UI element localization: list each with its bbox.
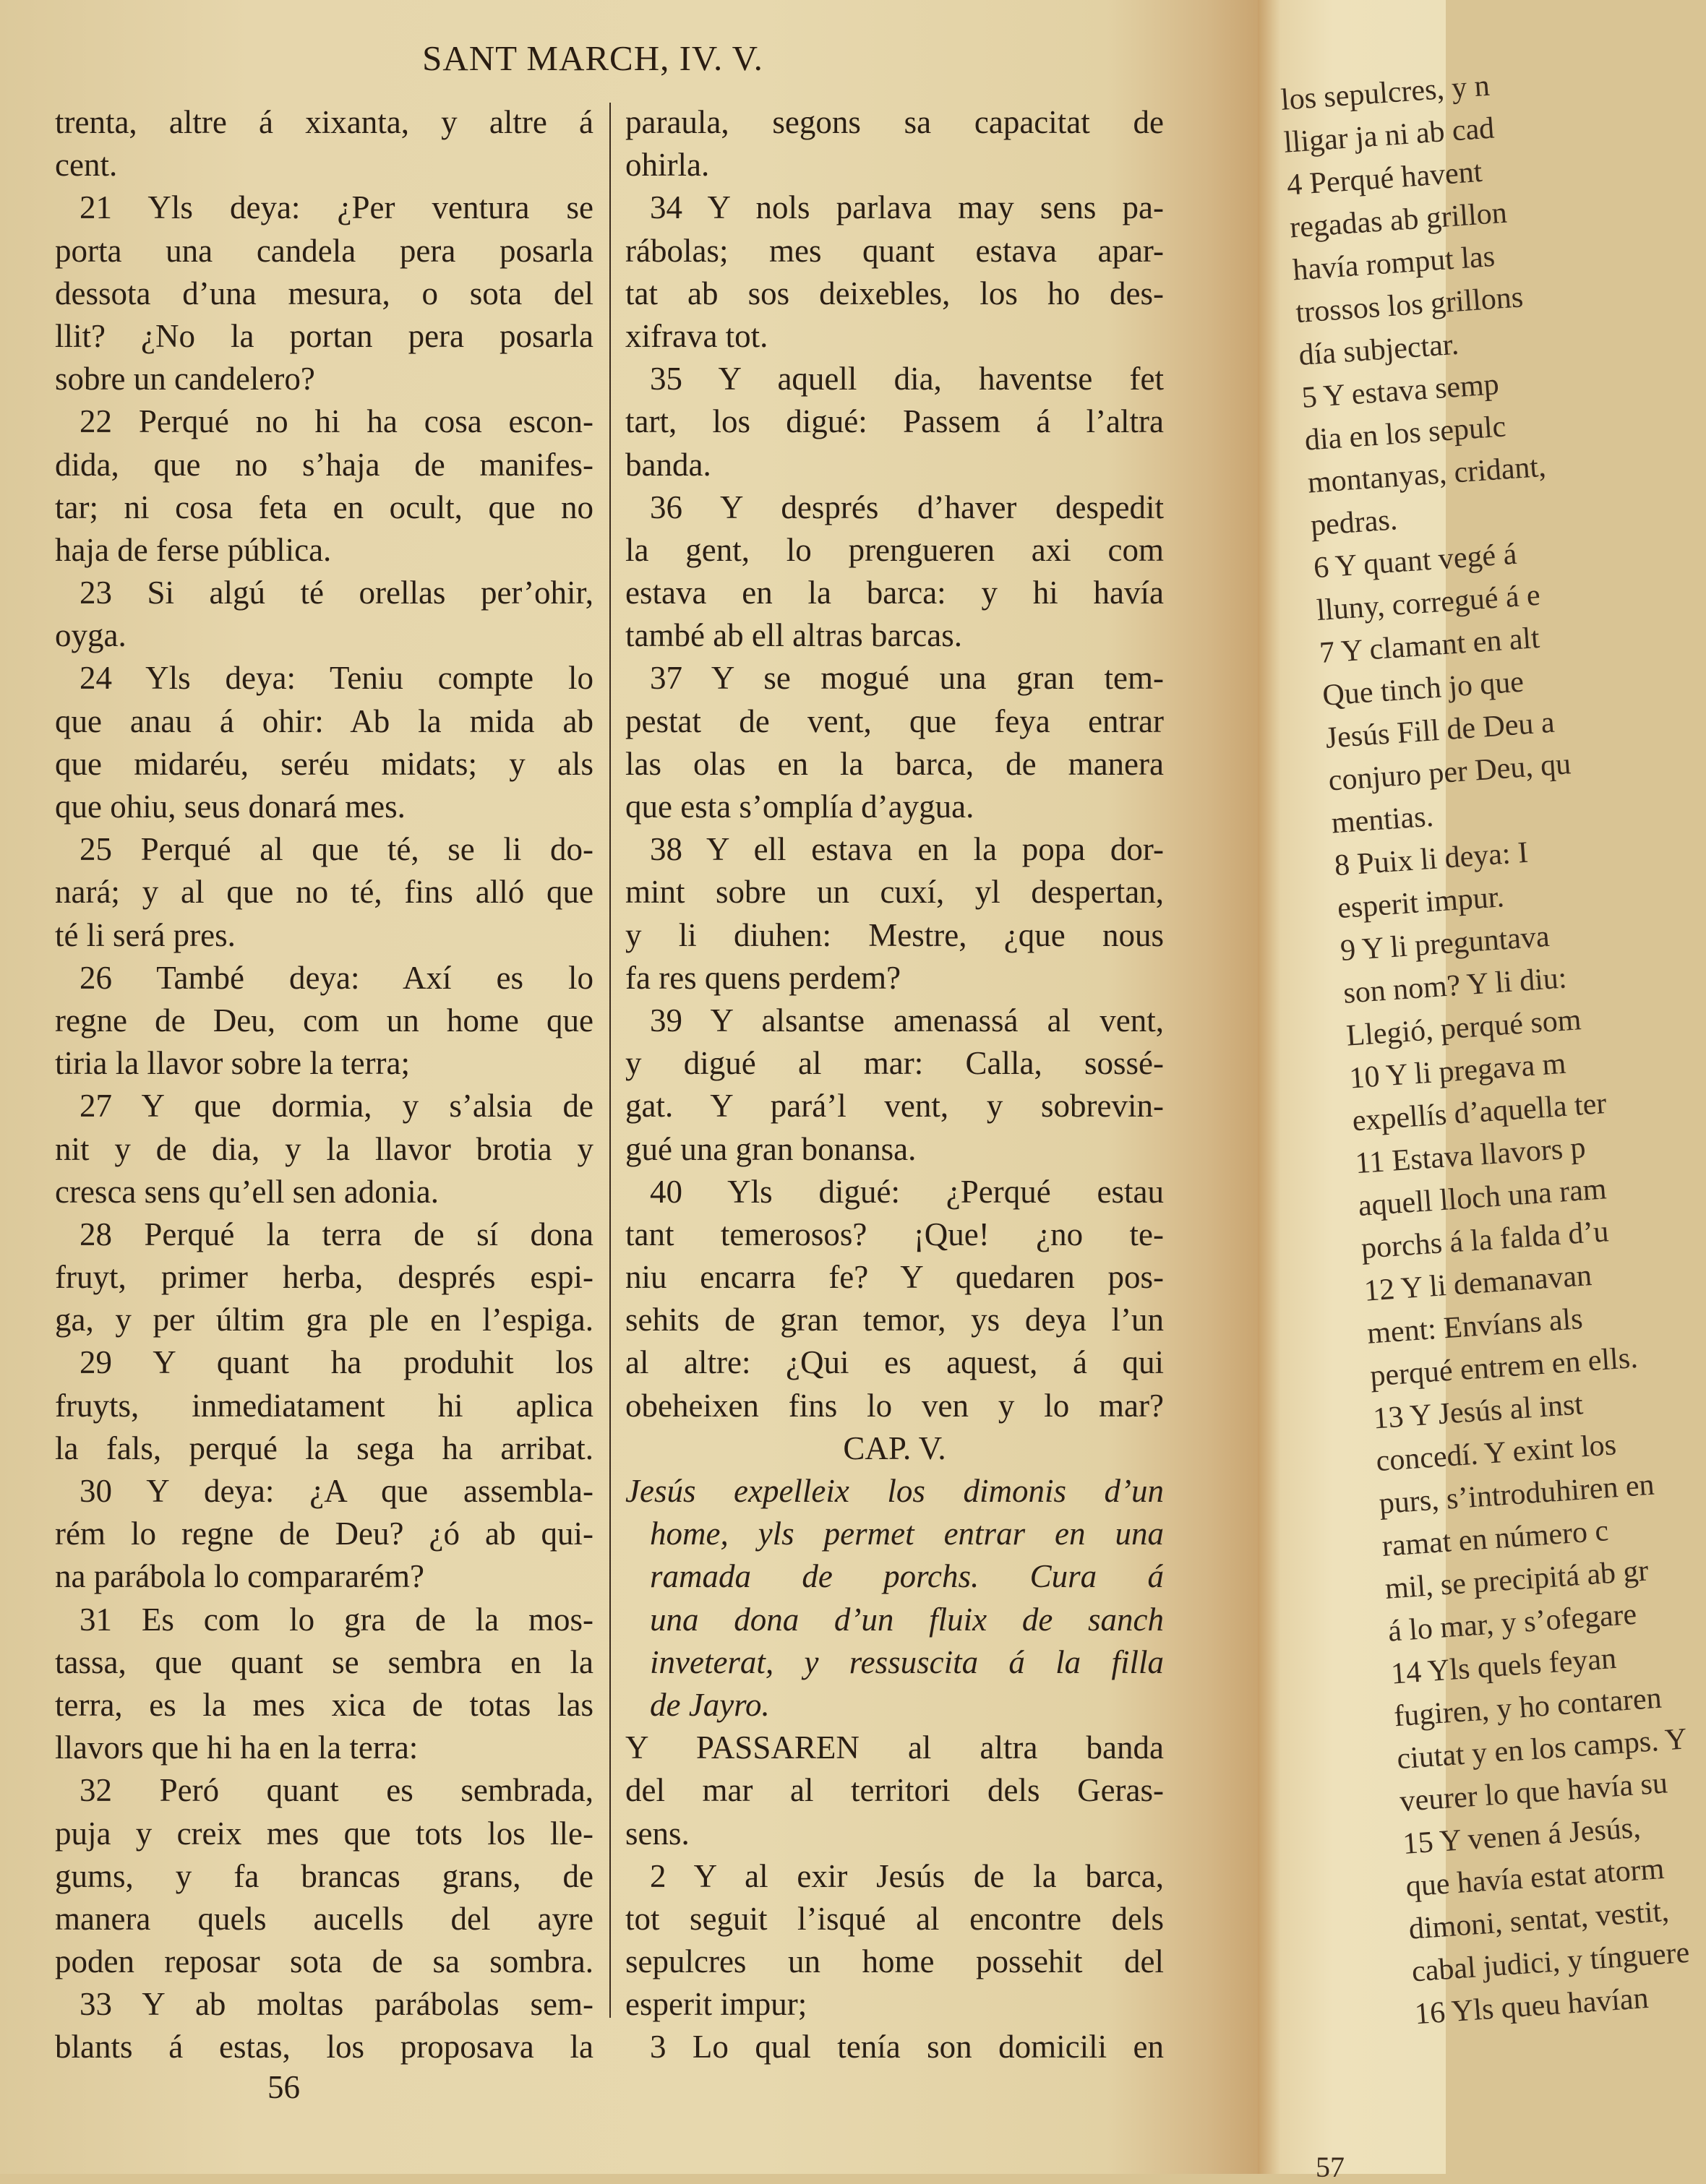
facing-text-line: pedras. — [1309, 503, 1399, 543]
text-line: tassa, que quant se sembra en la — [55, 1643, 593, 1680]
facing-text-line: Que tinch jo que — [1321, 665, 1525, 713]
chapter-heading: CAP. V. — [843, 1430, 946, 1466]
verse-start-line: 28 Perqué la terra de sí dona — [80, 1216, 593, 1252]
verse-end-line: sens. — [625, 1815, 690, 1852]
facing-text-line: lligar ja ni ab cad — [1282, 111, 1496, 160]
page-number: 56 — [267, 2069, 300, 2105]
verse-start-line: 27 Y que dormia, y s’alsia de — [80, 1088, 593, 1125]
verse-end-line: gué una gran bonansa. — [625, 1130, 917, 1167]
text-line: del mar al territori dels Geras- — [625, 1772, 1164, 1809]
facing-text-line: 4 Perqué havent — [1285, 155, 1483, 202]
facing-text-line: cabal judici, y tínguere — [1410, 1935, 1691, 1989]
column-divider — [609, 103, 611, 2018]
chapter-summary-line: home, yls permet entrar en una — [650, 1516, 1164, 1552]
text-line: nit y de dia, y la llavor brotia y — [55, 1130, 593, 1167]
facing-text-line: perqué entrem en ells. — [1368, 1341, 1639, 1393]
text-line: dessota d’una mesura, o sota del — [55, 275, 593, 311]
verse-start-line: 33 Y ab moltas parábolas sem- — [80, 1986, 593, 2023]
facing-text-line: havía romput las — [1291, 239, 1496, 288]
verse-start-line: 31 Es com lo gra de la mos- — [80, 1601, 593, 1638]
text-line: rém lo regne de Deu? ¿ó ab qui- — [55, 1516, 593, 1552]
facing-text-line: 16 Yls queu havían — [1413, 1981, 1650, 2032]
text-line: fruyt, primer herba, després espi- — [55, 1259, 593, 1296]
verse-start-line: 34 Y nols parlava may sens pa- — [650, 189, 1164, 226]
facing-text-line: Llegió, perqué som — [1345, 1003, 1582, 1053]
verse-start-line: 25 Perqué al que té, se li do- — [80, 831, 593, 868]
text-line: las olas en la barca, de manera — [625, 745, 1164, 782]
text-line: obeheixen fins lo ven y lo mar? — [625, 1387, 1164, 1424]
verse-end-line: cresca sens qu’ell sen adonia. — [55, 1173, 440, 1210]
text-line: Y PASSAREN al altra banda — [625, 1729, 1164, 1766]
text-line: paraula, segons sa capacitat de — [625, 104, 1164, 140]
text-line: rábolas; mes quant estava apar- — [625, 232, 1164, 269]
verse-start-line: 21 Yls deya: ¿Per ventura se — [80, 189, 593, 226]
text-line: sepulcres un home possehit del — [625, 1943, 1164, 1980]
text-line: niu encarra fe? Y quedaren pos- — [625, 1259, 1164, 1296]
facing-text-line: 12 Y li demanavan — [1363, 1258, 1593, 1308]
chapter-summary-line: ramada de porchs. Cura á — [650, 1558, 1164, 1595]
text-line: y digué al mar: Calla, sossé- — [625, 1045, 1164, 1082]
verse-end-line: haja de ferse pública. — [55, 531, 332, 568]
facing-text-line: montanyas, cridant, — [1306, 450, 1547, 500]
text-line: pestat de vent, que feya entrar — [625, 702, 1164, 739]
facing-text-line: dimoni, sentat, vestit, — [1407, 1894, 1671, 1946]
facing-text-line: son nom? Y li diu: — [1342, 961, 1568, 1010]
text-line: gums, y fa brancas grans, de — [55, 1857, 593, 1894]
text-line: y li diuhen: Mestre, ¿que nous — [625, 916, 1164, 953]
left-text-column — [55, 101, 593, 2069]
verse-start-line: 3 Lo qual tenía son domicili en — [650, 2029, 1164, 2065]
verse-start-line: 39 Y alsantse amenassá al vent, — [650, 1002, 1164, 1039]
facing-text-line: purs, s’introduhiren en — [1378, 1468, 1655, 1521]
text-line: al altre: ¿Qui es aquest, á qui — [625, 1344, 1164, 1381]
facing-text-line: 13 Y Jesús al inst — [1372, 1388, 1585, 1436]
facing-page-text — [1280, 59, 1706, 2036]
verse-end-line: ohirla. — [625, 147, 710, 184]
text-line: tot seguit l’isqué al encontre dels — [625, 1900, 1164, 1937]
facing-text-line: concedí. Y exint los — [1375, 1428, 1618, 1479]
verse-end-line: oyga. — [55, 617, 127, 654]
text-line: nará; y al que no té, fins alló que — [55, 874, 593, 911]
facing-text-line: 7 Y clamant en alt — [1318, 621, 1541, 671]
verse-end-line: llavors que hi ha en la terra: — [55, 1729, 419, 1766]
verse-start-line: 40 Yls digué: ¿Perqué estau — [650, 1173, 1164, 1210]
text-line: gat. Y pará’l vent, y sobrevin- — [625, 1088, 1164, 1125]
right-text-column — [625, 101, 1164, 2069]
facing-text-line: lluny, corregué á e — [1315, 578, 1542, 628]
text-line: tart, los digué: Passem á l’altra — [625, 403, 1164, 440]
facing-text-line: dia en los sepulc — [1303, 410, 1507, 457]
facing-text-line: 6 Y quant vegé á — [1312, 537, 1518, 585]
facing-text-line: los sepulcres, y n — [1280, 69, 1491, 117]
verse-start-line: 30 Y deya: ¿A que assembla- — [80, 1473, 593, 1509]
facing-text-line: á lo mar, y s’ofegare — [1386, 1597, 1638, 1648]
facing-text-line: 15 Y venen á Jesús, — [1402, 1811, 1642, 1861]
verse-start-line: 23 Si algú té orellas per’ohir, — [80, 575, 593, 611]
facing-text-line: mentias. — [1330, 799, 1435, 841]
facing-text-line: 8 Puix li deya: I — [1333, 835, 1530, 883]
facing-text-line: mil, se precipitá ab gr — [1384, 1554, 1650, 1606]
verse-start-line: 38 Y ell estava en la popa dor- — [650, 831, 1164, 868]
facing-text-line: 11 Estava llavors p — [1354, 1131, 1587, 1181]
chapter-summary-line: Jesús expelleix los dimonis d’un — [625, 1473, 1164, 1509]
verse-end-line: té li será pres. — [55, 916, 236, 953]
verse-end-line: xifrava tot. — [625, 317, 768, 354]
facing-text-line: 9 Y li preguntava — [1339, 919, 1551, 968]
verse-start-line: 22 Perqué no hi ha cosa escon- — [80, 403, 593, 440]
text-line: manera quels aucells del ayre — [55, 1900, 593, 1937]
text-line: tat ab sos deixebles, los ho des- — [625, 275, 1164, 311]
facing-page — [1258, 0, 1691, 2183]
text-line: puja y creix mes que tots los lle- — [55, 1815, 593, 1852]
text-line: blants á estas, los proposava la — [55, 2029, 593, 2065]
text-line: tant temerosos? ¡Que! ¿no te- — [625, 1216, 1164, 1252]
facing-page-number: 57 — [1316, 2151, 1345, 2183]
verse-start-line: 26 També deya: Axí es lo — [80, 959, 593, 996]
facing-text-line: ment: Envíans als — [1366, 1302, 1584, 1351]
facing-text-line: fugiren, y ho contaren — [1392, 1681, 1663, 1734]
facing-text-line: veurer lo que havía su — [1399, 1766, 1669, 1819]
text-line: ga, y per últim gra ple en l’espiga. — [55, 1302, 593, 1338]
running-head: SANT MARCH, IV. V. — [422, 38, 763, 78]
text-line: la gent, lo prengueren axi com — [625, 531, 1164, 568]
text-line: mint sobre un cuxí, yl despertan, — [625, 874, 1164, 911]
verse-start-line: 36 Y després d’haver despedit — [650, 489, 1164, 525]
facing-text-line: esperit impur. — [1336, 880, 1506, 926]
verse-end-line: també ab ell altras barcas. — [625, 617, 963, 654]
facing-text-line: 5 Y estava semp — [1300, 367, 1501, 415]
verse-end-line: tiria la llavor sobre la terra; — [55, 1045, 411, 1082]
verse-start-line: 29 Y quant ha produhit los — [80, 1344, 593, 1381]
text-line: sehits de gran temor, ys deya l’un — [625, 1302, 1164, 1338]
facing-text-line: día subjectar. — [1298, 327, 1460, 373]
text-line: que midaréu, seréu midats; y als — [55, 745, 593, 782]
text-line: porta una candela pera posarla — [55, 232, 593, 269]
verse-start-line: 24 Yls deya: Teniu compte lo — [80, 660, 593, 697]
facing-text-line: Jesús Fill de Deu a — [1324, 705, 1556, 755]
chapter-summary-line: de Jayro. — [650, 1686, 770, 1723]
facing-text-line: que havía estat atorm — [1405, 1852, 1666, 1904]
facing-text-line: aquell lloch una ram — [1357, 1172, 1608, 1224]
verse-end-line: fa res quens perdem? — [625, 959, 901, 996]
verse-end-line: esperit impur; — [625, 1986, 807, 2023]
facing-text-line: 10 Y li pregava m — [1348, 1046, 1567, 1096]
chapter-summary-line: inveterat, y ressuscita á la filla — [650, 1643, 1164, 1680]
chapter-summary-line: una dona d’un fluix de sanch — [650, 1601, 1164, 1638]
facing-text-line: trossos los grillons — [1294, 280, 1525, 330]
facing-text-line: ramat en número c — [1381, 1514, 1610, 1563]
verse-end-line: sobre un candelero? — [55, 361, 315, 397]
facing-text-line: regadas ab grillon — [1288, 196, 1509, 245]
text-line: terra, es la mes xica de totas las — [55, 1686, 593, 1723]
text-line: estava en la barca: y hi havía — [625, 575, 1164, 611]
text-line: fruyts, inmediatament hi aplica — [55, 1387, 593, 1424]
text-line: dida, que no s’haja de manifes- — [55, 446, 593, 483]
facing-text-line: expellís d’aquella ter — [1351, 1086, 1608, 1138]
facing-text-line: porchs á la falda d’u — [1360, 1215, 1610, 1265]
text-line: la fals, perqué la sega ha arribat. — [55, 1430, 593, 1466]
verse-end-line: que esta s’omplía d’aygua. — [625, 788, 974, 825]
verse-start-line: 2 Y al exir Jesús de la barca, — [650, 1857, 1164, 1894]
facing-text-line: 14 Yls quels feyan — [1389, 1641, 1618, 1691]
text-line: llit? ¿No la portan pera posarla — [55, 317, 593, 354]
text-line: que anau á ohir: Ab la mida ab — [55, 702, 593, 739]
verse-start-line: 37 Y se mogué una gran tem- — [650, 660, 1164, 697]
text-line: tar; ni cosa feta en ocult, que no — [55, 489, 593, 525]
verse-end-line: que ohiu, seus donará mes. — [55, 788, 406, 825]
facing-text-line: ciutat y en los camps. Y — [1395, 1722, 1689, 1776]
text-line: poden reposar sota de sa sombra. — [55, 1943, 593, 1980]
text-line: regne de Deu, com un home que — [55, 1002, 593, 1039]
verse-start-line: 32 Peró quant es sembrada, — [80, 1772, 593, 1809]
text-line: trenta, altre á xixanta, y altre á — [55, 104, 593, 140]
verse-end-line: cent. — [55, 147, 118, 184]
facing-text-line: conjuro per Deu, qu — [1327, 747, 1572, 798]
verse-start-line: 35 Y aquell dia, haventse fet — [650, 361, 1164, 397]
verse-end-line: banda. — [625, 446, 711, 483]
verse-end-line: na parábola lo compararém? — [55, 1558, 424, 1595]
